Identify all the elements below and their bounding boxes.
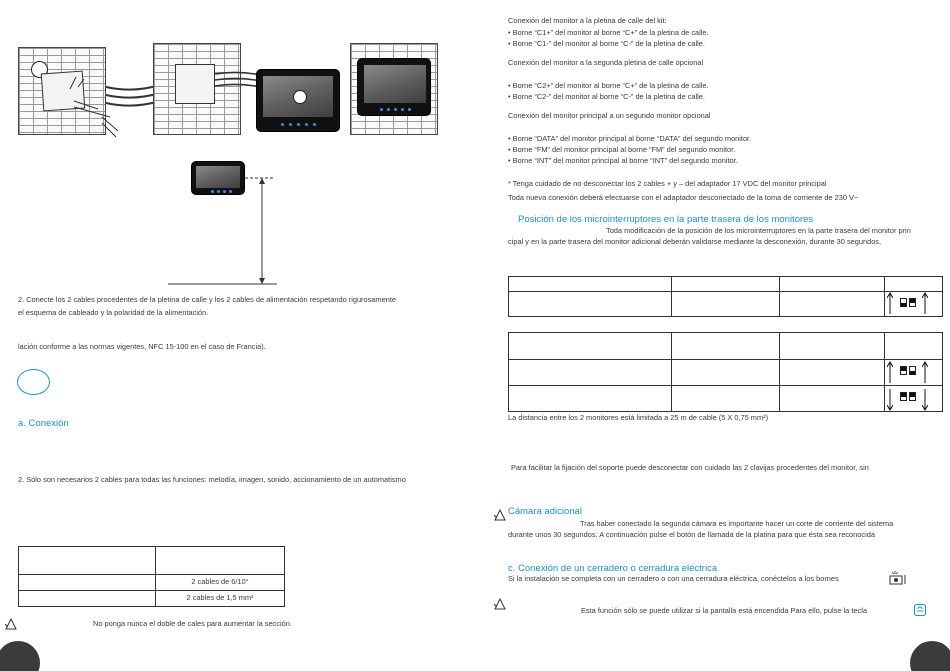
c2-bullet-1: • Borne “C2+” del monitor al borne “C+” de la pletina de calle. [508,81,709,90]
c2-title: Conexión del monitor a la segunda pletina de calle opcional [508,58,704,67]
table-row [509,386,943,412]
dip-paragraph-1: Toda modificación de la posición de los microinterruptores en la parte trasera del monitor prin [606,226,911,235]
camera-paragraph-2: durante unos 30 segundos. A continuación pulse el botón de llamada de la platina para que ésta sea reconocida [508,530,875,539]
c1-bullet-2: • Borne “C1-” del monitor al borne “C-” de la pletina de calle. [508,39,705,48]
cable-table [18,546,285,607]
warning-triangle-icon [4,618,18,630]
dip-table-1 [508,276,943,317]
dip-switch-icon [909,366,916,375]
table-cell [19,591,156,607]
section-a-heading: a. Conexión [18,418,69,429]
lock-function-note: Esta función sólo se puede utilizar si la pantalla está encendida Para ello, pulse la tecla [581,606,867,615]
install-note: lación conforme a las normas vigentes, NFC 15-100 en el caso de Francia). [18,342,266,351]
arrow-up-icon [922,292,928,314]
monitor-illustration-2 [357,58,431,116]
table-cell: 2 cables de 1,5 mm² [156,591,285,607]
table-row [19,591,285,607]
dip-switch-icon [909,298,916,307]
camera-paragraph-1: Tras haber conectado la segunda cámara es importante hacer un corte de corriente del sistema [580,519,894,528]
table-row [19,547,285,575]
table-cell [19,547,156,575]
warning-text: No ponga nunca el doble de cales para aumentar la sección. [93,619,292,628]
support-note: Para facilitar la fijación del soporte puede desconectar con cuidado las 2 clavijas procedentes del monitor, sin [511,463,869,472]
table-cell: 2 cables de 6/10° [156,575,285,591]
unlock-button-icon [914,604,926,616]
arrow-up-icon [922,361,928,383]
page-corner-left [0,641,40,671]
section-badge-oval [17,369,50,395]
dip-heading: Posición de los microinterruptores en la parte trasera de los monitores [518,214,814,225]
screen-circle-marker [293,90,307,104]
c1-title: Conexión del monitor a la pletina de calle del kit: [508,16,667,25]
dip-switch-icon [900,366,907,375]
camera-heading: Cámara adicional [508,506,582,517]
distance-note: La distancia entre los 2 monitores está limitada a 25 m de cable (5 X 0,75 mm²) [508,413,769,422]
arrow-down-icon [887,389,893,411]
caution-2: Toda nueva conexión deberá efectuarse con el adaptador desconectado de la toma de corriente de 230 V~ [508,193,859,202]
warning-triangle-icon [493,598,507,610]
table-row [509,277,943,292]
dip-paragraph-2: cipal y en la parte trasera del monitor adicional deberán validarse mediante la desconexión, durante 30 segundos, [508,237,882,246]
step2-line2: el esquema de cableado y la polaridad de la alimentación. [18,308,209,317]
dip-switch-icon [900,392,907,401]
wall-plate-2 [175,64,215,104]
m2-title: Conexión del monitor principal a un segundo monitor opcional [508,111,711,120]
dip-table-2 [508,332,943,412]
table-row [509,333,943,360]
m2-bullet-2: • Borne “FM” del monitor principal al borne “FM” del segundo monitor. [508,145,736,154]
cables-note: 2. Sólo son necesarios 2 cables para todas las funciones: melodía, imagen, sonido, accionamiento de un automatismo [18,475,406,484]
arrow-up-icon [887,361,893,383]
dip-switch-icon [909,392,916,401]
monitor-screen [364,65,426,103]
table-cell [19,575,156,591]
table-row [509,292,943,317]
table-row [509,360,943,386]
step2-line1: 2. Conecte los 2 cables procedentes de la pletina de calle y los 2 cables de alimentación respetando rigurosamente [18,295,396,304]
lock-heading: c. Conexión de un cerradero o cerradura eléctrica [508,563,718,574]
caution-1: * Tenga cuidado de no desconectar los 2 cables + y – del adaptador 17 VDC del monitor principal [508,179,827,188]
page-corner-right [910,641,950,671]
m2-bullet-3: • Borne “INT” del monitor principal al borne “INT” del segundo monitor. [508,156,738,165]
m2-bullet-1: • Borne “DATA” del monitor principal al borne “DATA” del segundo monitor. [508,134,752,143]
arrow-down-icon [922,389,928,411]
lock-paragraph: Si la instalación se completa con un cerradero o con una cerradura eléctrica, conéctelos a los bornes [508,574,839,583]
dip-switch-icon [900,298,907,307]
table-row [19,575,285,591]
c2-bullet-2: • Borne “C2-” del monitor al borne “C-” de la pletina de calle. [508,92,705,101]
height-dimension-drawing [165,170,285,288]
arrow-up-icon [887,292,893,314]
key-icon [889,571,909,585]
monitor-illustration-1 [256,69,340,132]
table-cell [156,547,285,575]
c1-bullet-1: • Borne “C1+” del monitor al borne “C+” de la pletina de calle. [508,28,709,37]
warning-triangle-icon [493,509,507,521]
